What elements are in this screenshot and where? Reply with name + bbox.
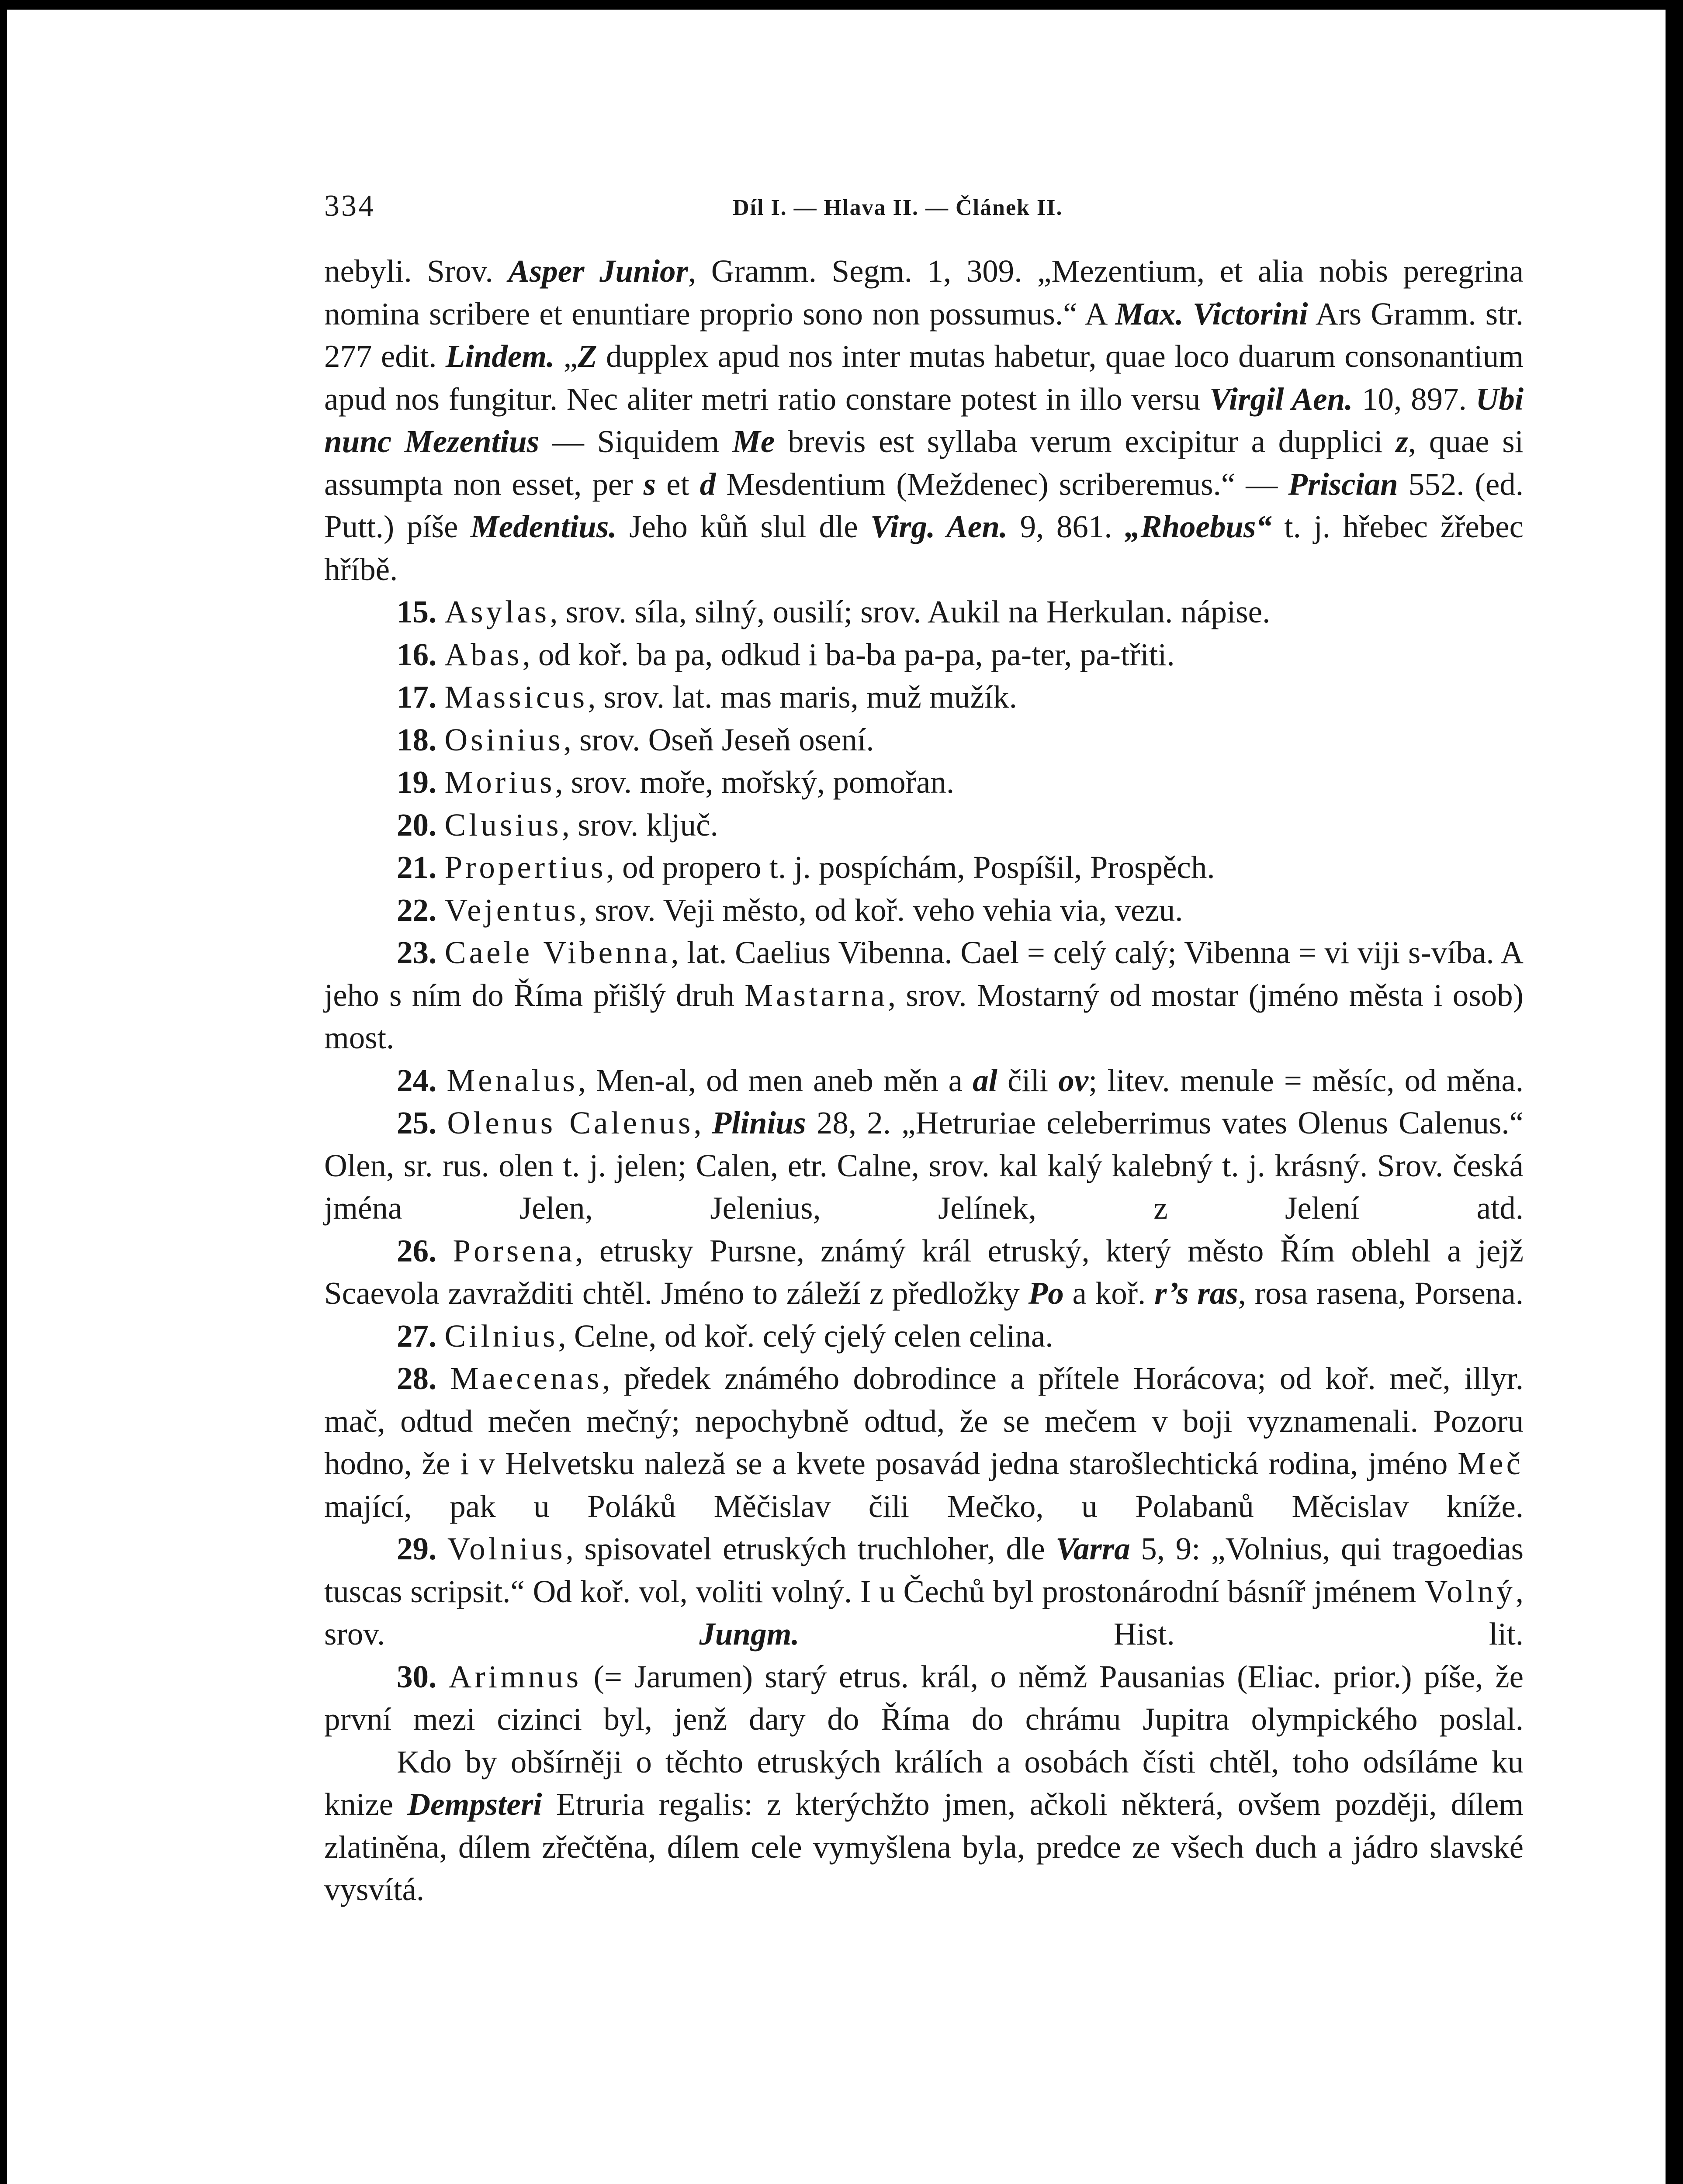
page-header	[324, 189, 1524, 228]
list-item-21: 21. Propertius, od propero t. j. pospíchám, Pospíšil, Prospěch.	[397, 850, 1215, 885]
list-item-18: 18. Osinius, srov. Oseň Jeseň osení.	[397, 722, 874, 757]
list-item-17: 17. Massicus, srov. lat. mas maris, muž mužík.	[397, 679, 1017, 715]
body-text	[324, 250, 1524, 1911]
list-item-26: 26. Porsena, etrusky Pursne, známý král etruský, který město Řím oblehl a jejž Scaevola zavražditi chtěl. Jméno to záleží z předložky Po a koř. r’s ras, rosa rasena, Porsena.	[324, 1233, 1524, 1311]
page-number: 334	[324, 189, 375, 223]
list-item-16: 16. Abas, od koř. ba pa, odkud i ba-ba pa-pa, pa-ter, pa-třiti.	[397, 636, 1175, 672]
list-item-25: 25. Olenus Calenus, Plinius 28, 2. „Hetruriae celeberrimus vates Olenus Calenus.“ Olen, sr. rus. olen t. j. jelen; Calen, etr. Calne, srov. kal kalý kalebný t. j. krásný. Srov. česká jména Jelen, Jelenius, Jelínek, z Jelení atd.	[324, 1105, 1524, 1226]
list-item-29: 29. Volnius, spisovatel etruských truchloher, dle Varra 5, 9: „Volnius, qui tragoedias tuscas scripsit.“ Od koř. vol, voliti volný. I u Čechů byl prostonárodní básníř jménem Volný, srov. Jungm. Hist. lit.	[324, 1531, 1524, 1652]
paragraph-closing: Kdo by obšírněji o těchto etruských králích a osobách čísti chtěl, toho odsíláme ku knize Dempsteri Etruria regalis: z kterýchžto jmen, ačkoli některá, ovšem později, dílem zlatiněna, dílem zřečtěna, dílem cele vymyšlena byla, predce ze všech duch a jádro slavské vysvítá.	[324, 1744, 1524, 1907]
running-head: Díl I. — Hlava II. — Článek II.	[733, 195, 1063, 220]
list-item-24: 24. Menalus, Men-al, od men aneb měn a al čili ov; litev. menule = měsíc, od měna.	[397, 1062, 1524, 1098]
list-item-23: 23. Caele Vibenna, lat. Caelius Vibenna. Cael = celý calý; Vibenna = vi viji s-víba. A jeho s ním do Říma přišlý druh Mastarna, srov. Mostarný od mostar (jméno města i osob) most.	[324, 935, 1524, 1055]
list-item-20: 20. Clusius, srov. ključ.	[397, 807, 718, 843]
list-item-19: 19. Morius, srov. moře, mořský, pomořan.	[397, 764, 955, 800]
list-item-27: 27. Cilnius, Celne, od koř. celý cjelý celen celina.	[397, 1318, 1053, 1354]
paragraph-intro: nebyli. Srov. Asper Junior, Gramm. Segm. 1, 309. „Mezentium, et alia nobis peregrina nomina scribere et enuntiare proprio sono non possumus.“ A Max. Victorini Ars Gramm. str. 277 edit. Lindem. „Z dupplex apud nos inter mutas habetur, quae loco duarum consonantium apud nos fungitur. Nec aliter metri ratio constare potest in illo versu Virgil Aen. 10, 897. Ubi nunc Mezentius — Siquidem Me brevis est syllaba verum excipitur a dupplici z, quae si assumpta non esset, per s et d Mesdentium (Meždenec) scriberemus.“ — Priscian 552. (ed. Putt.) píše Medentius. Jeho kůň slul dle Virg. Aen. 9, 861. „Rhoebus“ t. j. hřebec žřebec hříbě.	[324, 253, 1524, 587]
list-item-22: 22. Vejentus, srov. Veji město, od koř. veho vehia via, vezu.	[397, 892, 1183, 928]
list-item-30: 30. Arimnus (= Jarumen) starý etrus. král, o němž Pausanias (Eliac. prior.) píše, že první mezi cizinci byl, jenž dary do Říma do chrámu Jupitra olympického poslal.	[324, 1659, 1524, 1737]
list-item-15: 15. Asylas, srov. síla, silný, ousilí; srov. Aukil na Herkulan. nápise.	[397, 594, 1271, 629]
list-item-28: 28. Maecenas, předek známého dobrodince a přítele Horácova; od koř. meč, illyr. mač, odtud mečen mečný; nepochybně odtud, že se mečem v boji vyznamenali. Pozoru hodno, že i v Helvetsku naleză se a kvete posavád jedna starošlechtická rodina, jméno Meč mající, pak u Poláků Měčislav čili Mečko, u Polabanů Měcislav kníže.	[324, 1361, 1524, 1524]
